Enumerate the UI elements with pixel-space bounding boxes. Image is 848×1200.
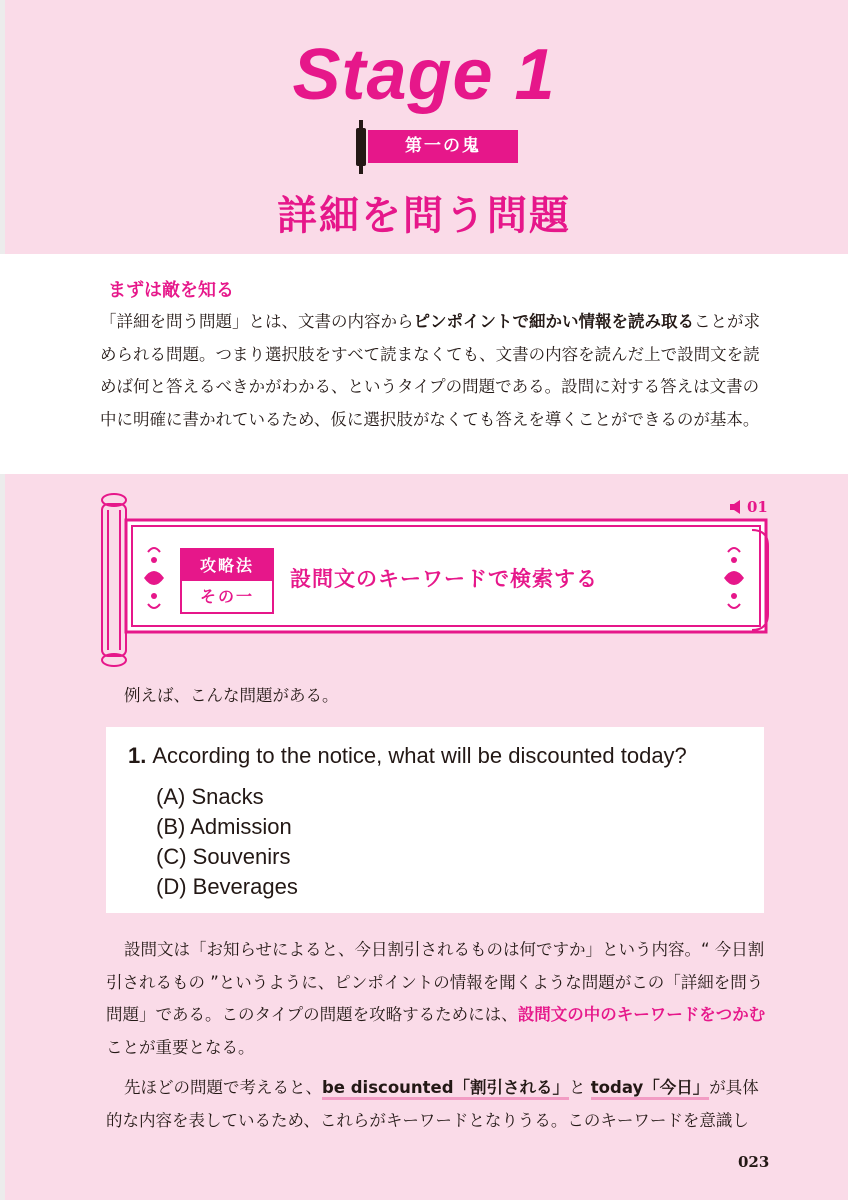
tactic-label — [180, 548, 274, 614]
option-b: (B) Admission — [156, 814, 292, 839]
oni-badge — [356, 120, 526, 174]
audio-track-number: 01 — [747, 498, 768, 516]
speaker-icon — [730, 500, 744, 514]
key-phrase: 設問文の中のキーワードをつかむ — [517, 1005, 766, 1024]
page-edge — [0, 0, 5, 1200]
section-heading: まずは敵を知る — [108, 280, 234, 301]
keyword-1: be discounted「割引される」 — [322, 1078, 569, 1100]
oni-label: 第一の鬼 — [368, 130, 518, 163]
audio-track[interactable] — [730, 498, 768, 516]
option-a: (A) Snacks — [156, 784, 264, 809]
explanation-paragraph-1: 設問文は「お知らせによると、今日割引されるものは何ですか」という内容。“ 今日割引されるもの ”というように、ピンポイントの情報を聞くような問題がこの「詳細を問う問題」である。このタイプの問題を攻略するためには、設問文の中のキーワードをつかむことが重要となる。 — [106, 940, 766, 1057]
option-d: (D) Beverages — [156, 874, 298, 899]
question-box — [106, 727, 764, 913]
question-text: According to the notice, what will be discounted today? — [152, 743, 687, 768]
tactic-label-top: 攻略法 — [182, 550, 272, 581]
page-number: 023 — [738, 1153, 770, 1171]
keyword-2: today「今日」 — [591, 1078, 709, 1100]
stage-title: Stage 1 — [292, 35, 556, 115]
intro-bold: ピンポイントで細かい情報を読み取る — [413, 312, 694, 331]
page-title: 詳細を問う問題 — [277, 192, 571, 239]
question-line — [128, 743, 687, 769]
explanation-paragraph-2: 先ほどの問題で考えると、be discounted「割引される」と today「今日」が具体的な内容を表しているため、これらがキーワードとなりうる。このキーワードを意識し — [106, 1078, 759, 1130]
scroll-rod-icon — [356, 120, 366, 174]
tactic-title: 設問文のキーワードで検索する — [290, 566, 598, 591]
intro-paragraph: 「詳細を問う問題」とは、文書の内容からピンポイントで細かい情報を読み取ることが求められる問題。つまり選択肢をすべて読まなくても、文書の内容を読んだ上で設問文を読めば何と答えるべきかがわかる、というタイプの問題である。設問に対する答えは文書の中に明確に書かれているため、仮に選択肢がなくても答えを導くことができるのが基本。 — [100, 312, 760, 429]
example-lead: 例えば、こんな問題がある。 — [124, 686, 339, 705]
tactic-label-bottom: その一 — [199, 587, 254, 606]
question-number: 1. — [128, 743, 147, 768]
answer-options — [156, 782, 298, 902]
option-c: (C) Souvenirs — [156, 844, 291, 869]
